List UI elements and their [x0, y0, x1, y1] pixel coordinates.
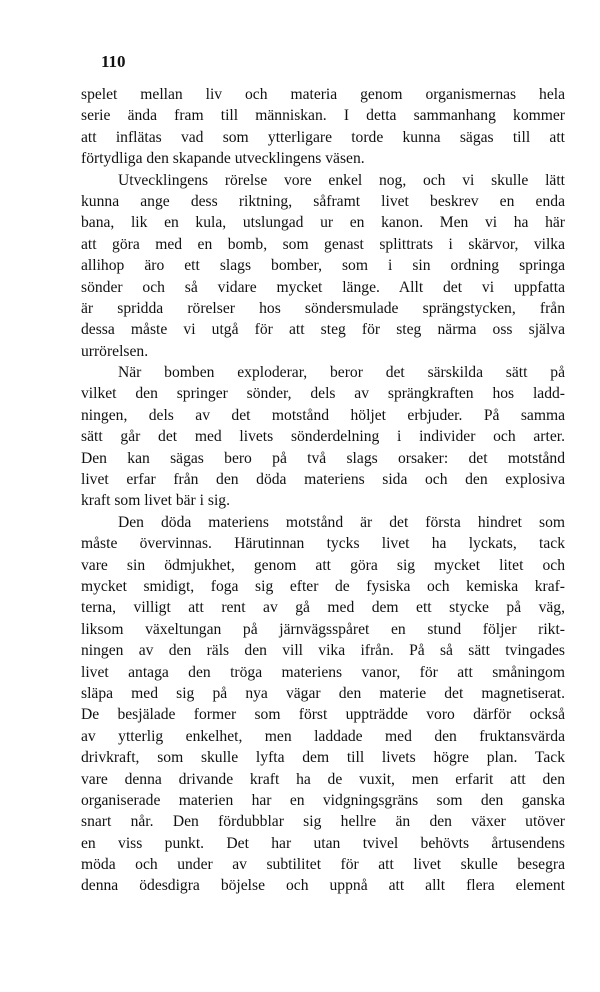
text-line: av ytterlig enkelhet, men laddade med den fruktansvärda [81, 727, 565, 745]
text-line: dessa måste vi utgå för att steg för steg närma oss själva [81, 321, 565, 339]
text-line: en viss punkt. Det har utan tvivel behövts årtusendens [81, 834, 565, 852]
text-line: bana, lik en kula, utslungad ur en kanon. Men vi ha här [81, 214, 565, 232]
text-line: kraft som livet bär i sig. [81, 492, 230, 510]
text-line: denna ödesdigra böjelse och uppnå att allt flera element [81, 877, 565, 895]
text-line: möda och under av subtilitet för att livet skulle besegra [81, 856, 565, 874]
text-line: organiserade materien har en vidgningsgräns som den ganska [81, 791, 565, 809]
text-line: De besjälade former som först uppträdde voro därför också [81, 706, 565, 724]
text-line: livet antaga den tröga materiens vanor, för att småningom [81, 663, 565, 681]
text-line: vare denna drivande kraft ha de vuxit, men erfarit att den [81, 770, 565, 788]
text-line: vilket den springer sönder, dels av sprängkraften hos ladd- [81, 385, 565, 403]
text-line: är spridda rörelser hos söndersmulade sprängstycken, från [81, 299, 565, 317]
text-line: urrörelsen. [81, 342, 149, 360]
text-line: drivkraft, som skulle lyfta dem till livets högre plan. Tack [81, 749, 565, 767]
text-line: Den kan sägas bero på två slags orsaker: det motstånd [81, 449, 565, 467]
page-number: 110 [101, 52, 126, 71]
text-line: När bomben exploderar, beror det särskilda sätt på [118, 364, 565, 382]
text-line: allihop äro ett slags bomber, som i sin ordning springa [81, 257, 565, 275]
text-line: släpa med sig på nya vägar den materie det magnetiserat. [81, 684, 565, 702]
text-line: vare sin ödmjukhet, genom att göra sig mycket litet och [81, 556, 565, 574]
text-line: terna, villigt att rent av gå med dem ett stycke på väg, [81, 599, 565, 617]
text-line: liksom växeltungan på järnvägsspåret en stund följer rikt- [81, 620, 565, 638]
text-line: att göra med en bomb, som genast splittrats i skärvor, vilka [81, 235, 565, 253]
text-line: att inflätas vad som ytterligare torde kunna sägas till att [81, 128, 565, 146]
text-line: måste övervinnas. Härutinnan tycks livet ha lyckats, tack [81, 535, 565, 553]
text-line: ningen, dels av det motstånd höljet erbjuder. På samma [81, 406, 565, 424]
text-line: sönder och så vidare mycket länge. Allt det vi uppfatta [81, 278, 565, 296]
text-line: spelet mellan liv och materia genom organismernas hela [81, 86, 565, 103]
text-line: serie ända fram till människan. I detta sammanhang kommer [81, 107, 565, 125]
text-line: livet erfar från den döda materiens sida och den explosiva [81, 471, 565, 489]
text-line: ningen av den räls den vill vika ifrån. På så sätt tvingades [81, 642, 565, 660]
text-line: kunna ange dess riktning, såframt livet beskrev en enda [81, 192, 565, 210]
text-line: förtydliga den skapande utvecklingens väsen. [81, 150, 365, 168]
text-line: snart når. Den fördubblar sig hellre än den växer utöver [81, 813, 565, 831]
text-line: sätt går det med livets sönderdelning i individer och arter. [81, 428, 565, 446]
text-line: mycket smidigt, foga sig efter de fysiska och kemiska kraf- [81, 577, 565, 595]
text-line: Utvecklingens rörelse vore enkel nog, och vi skulle lätt [118, 171, 565, 189]
body-text [81, 84, 565, 897]
text-line: Den döda materiens motstånd är det första hindret som [118, 513, 565, 531]
